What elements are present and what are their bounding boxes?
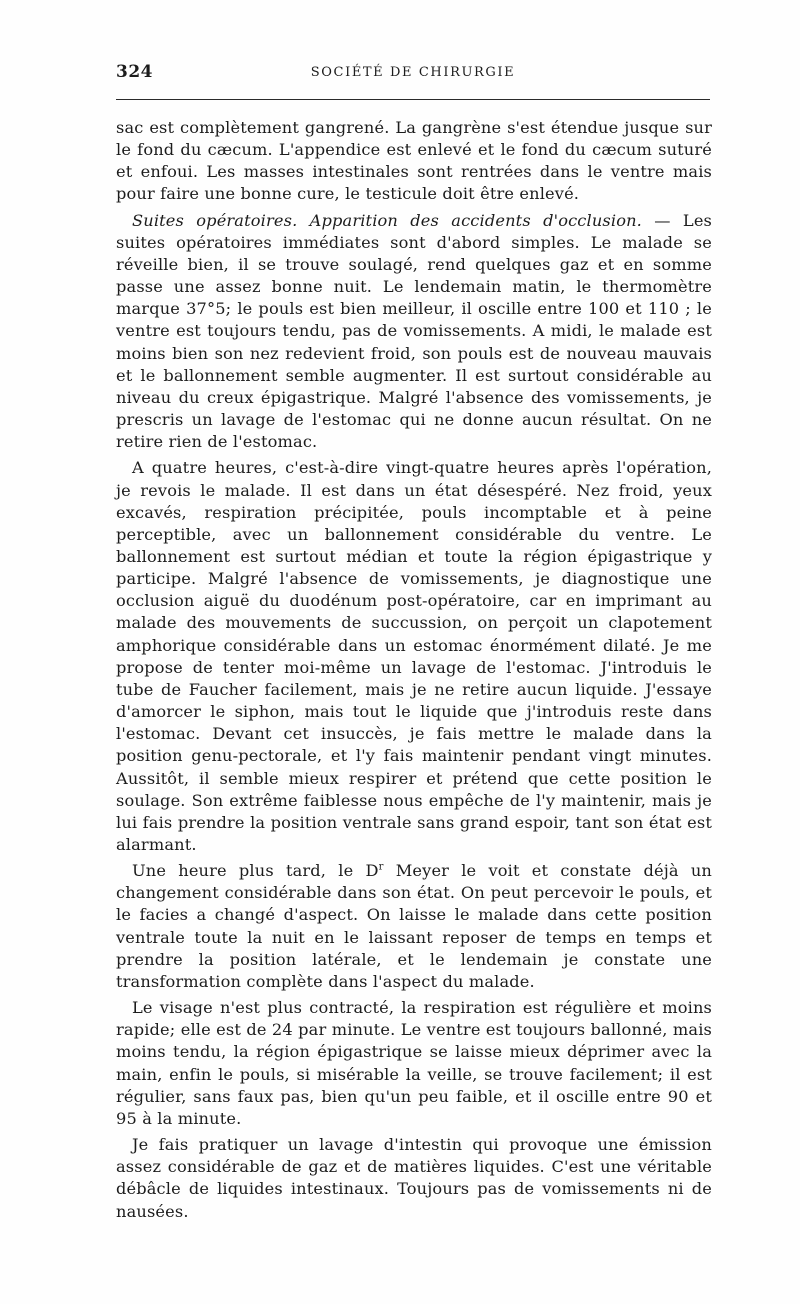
paragraph-1: sac est complètement gangrené. La gangrène s'est étendue jusque sur le fond du cæcum. L'appendice est enlevé et le fond du cæcum suturé et enfoui. Les masses intestinales sont rentrées dans le ventre mais pour faire une bonne cure, le testicule doit être enlevé. bbox=[116, 118, 712, 204]
doctor-abbrev-superscript: r bbox=[378, 861, 384, 873]
paragraph-6: Je fais pratiquer un lavage d'intestin qui provoque une émission assez considérable de gaz et de matières liquides. C'est une véritable débâcle de liquides intestinaux. Toujours pas de vomissements ni de nausées. bbox=[116, 1135, 712, 1221]
paragraph-5: Le visage n'est plus contracté, la respiration est régulière et moins rapide; elle est de 24 par minute. Le ventre est toujours ballonné, mais moins tendu, la région épigastrique se laisse mieux déprimer avec la main, enfin le pouls, si misérable la veille, se trouve facilement; il est régulier, sans faux pas, bien qu'un peu faible, et il oscille entre 90 et 95 à la minute. bbox=[116, 998, 712, 1128]
header-rule bbox=[116, 99, 710, 100]
paragraph-2-text: — Les suites opératoires immédiates sont d'abord simples. Le malade se réveille bien, il se trouve soulagé, rend quelques gaz et en somme passe une assez bonne nuit. Le lendemain matin, le thermomètre marque 37°5; le pouls est bien meilleur, il oscille entre 100 et 110 ; le ventre est toujours tendu, pas de vomissements. A midi, le malade est moins bien son nez redevient froid, son pouls est de nouveau mauvais et le ballonnement semble augmenter. Il est surtout considérable au niveau du creux épigastrique. Malgré l'absence des vomissements, je prescris un lavage de l'estomac qui ne donne aucun résultat. On ne retire rien de l'estomac. bbox=[116, 210, 713, 452]
paragraph-2 bbox=[116, 210, 712, 454]
page-number: 324 bbox=[116, 62, 153, 82]
body-text bbox=[116, 117, 712, 1227]
section-heading-suites-operatoires: Suites opératoires. Apparition des accidents d'occlusion. bbox=[132, 210, 642, 230]
running-head bbox=[116, 62, 710, 86]
paragraph-3: A quatre heures, c'est-à-dire vingt-quatre heures après l'opération, je revois le malade. Il est dans un état désespéré. Nez froid, yeux excavés, respiration précipitée, pouls incomptable et à peine perceptible, avec un ballonnement considérable du ventre. Le ballonnement est surtout médian et toute la région épigastrique y participe. Malgré l'absence de vomissements, je diagnostique une occlusion aiguë du duodénum post-opératoire, car en imprimant au malade des mouvements de succussion, on perçoit un clapotement amphorique considérable dans un estomac énormément dilaté. Je me propose de tenter moi-même un lavage de l'estomac. J'introduis le tube de Faucher facilement, mais je ne retire aucun liquide. J'essaye d'amorcer le siphon, mais tout le liquide que j'introduis reste dans l'estomac. Devant cet insuccès, je fais mettre le malade dans la position genu-pectorale, et l'y fais maintenir pendant vingt minutes. Aussitôt, il semble mieux respirer et prétend que cette position le soulage. Son extrême faiblesse nous empêche de l'y maintenir, mais je lui fais prendre la position ventrale sans grand espoir, tant son état est alarmant. bbox=[116, 458, 712, 854]
paragraph-4-start: Une heure plus tard, le D bbox=[132, 861, 379, 881]
paragraph-4-end: Meyer le voit et constate déjà un changement considérable dans son état. On peut percevoir le pouls, et le facies a changé d'aspect. On laisse le malade dans cette position ventrale toute la nuit en le laissant reposer de temps en temps et prendre la position latérale, et le lendemain je constate une transformation complète dans l'aspect du malade. bbox=[116, 861, 712, 991]
paragraph-4 bbox=[116, 860, 712, 993]
running-title: SOCIÉTÉ DE CHIRURGIE bbox=[310, 65, 516, 80]
